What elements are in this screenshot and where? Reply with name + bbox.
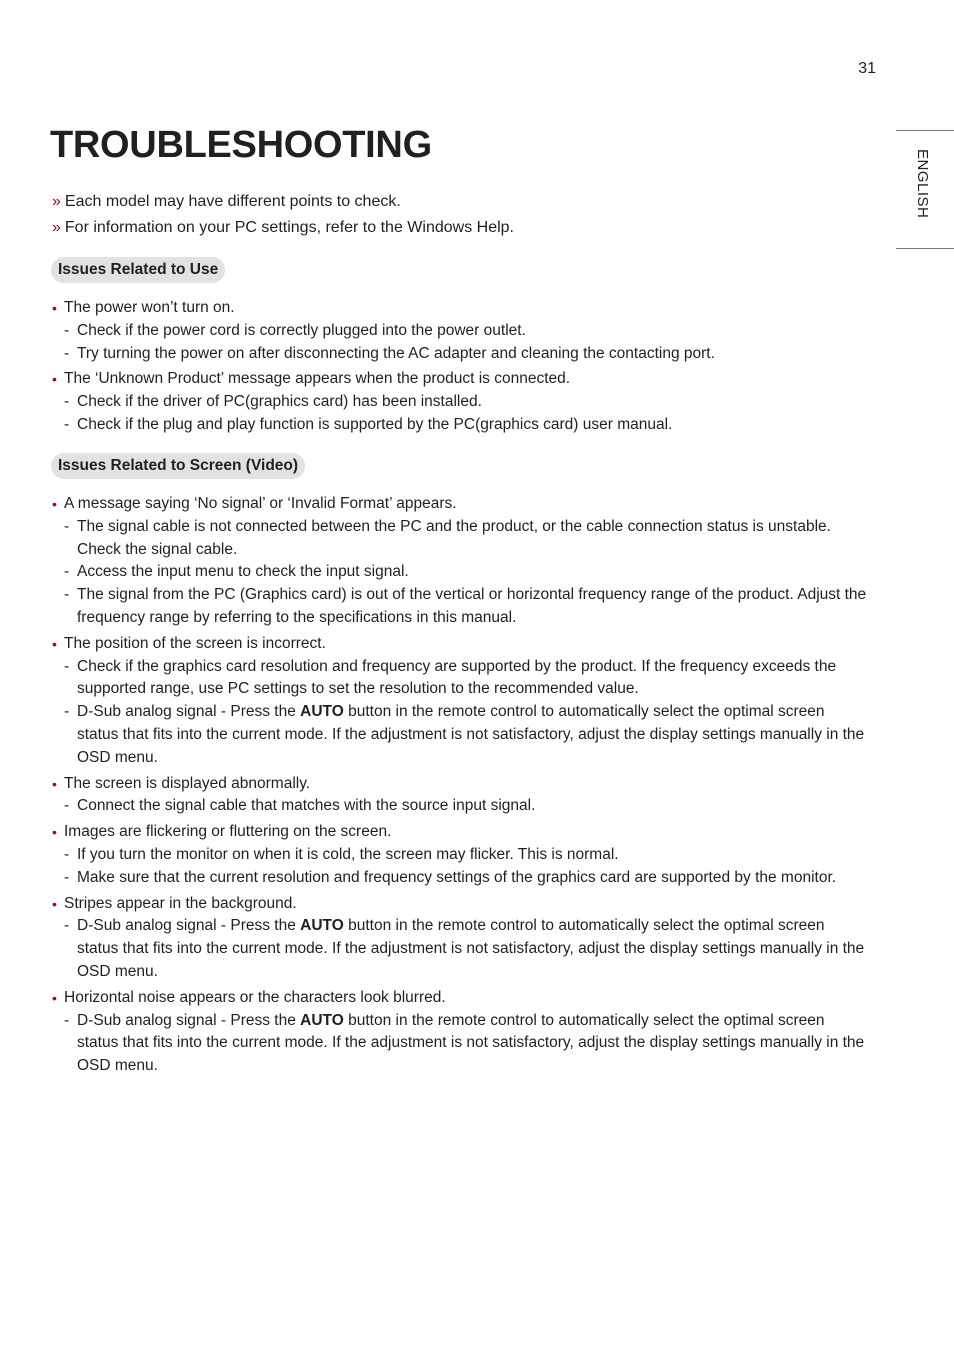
dash-icon: -: [64, 517, 70, 535]
note-marker-icon: »: [52, 219, 61, 236]
detail-text: Access the input menu to check the input signal.: [77, 563, 409, 581]
detail-text: Check if the plug and play function is supported by the PC(graphics card) user manual.: [77, 415, 673, 433]
issue-text: The screen is displayed abnormally.: [64, 774, 311, 792]
issue-item: [50, 821, 870, 889]
issue-detail: [64, 844, 870, 867]
detail-text-after: button in the remote control to automatically select the optimal screen status that fits into the current mode. If the adjustment is not satisfactory, adjust the display settings manually in the OSD menu.: [77, 917, 865, 980]
detail-text-before: D-Sub analog signal - Press the: [77, 1011, 301, 1029]
detail-text: If you turn the monitor on when it is cold, the screen may flicker. This is normal.: [77, 845, 619, 863]
issue-text: A message saying ‘No signal’ or ‘Invalid Format’ appears.: [64, 495, 457, 512]
detail-text: [77, 915, 870, 983]
issue-detail: [64, 320, 870, 343]
bullet-icon: •: [52, 775, 57, 792]
dash-icon: -: [64, 586, 70, 604]
page-number: 31: [858, 60, 876, 77]
issue-detail: [64, 584, 870, 630]
dash-icon: -: [64, 917, 70, 935]
bullet-icon: •: [52, 496, 57, 512]
bullet-icon: •: [52, 824, 57, 841]
issue-detail: [64, 701, 870, 769]
detail-text-after: button in the remote control to automatically select the optimal screen status that fits into the current mode. If the adjustment is not satisfactory, adjust the display settings manually in the OSD menu.: [77, 703, 865, 766]
dash-icon: -: [64, 1011, 70, 1029]
issue-item: [50, 773, 870, 819]
detail-text: [77, 701, 870, 769]
detail-text-before: D-Sub analog signal - Press the: [77, 703, 301, 721]
note-item: [52, 189, 514, 215]
dash-icon: -: [64, 563, 70, 581]
language-tab-label: ENGLISH: [914, 149, 931, 219]
detail-text: Connect the signal cable that matches with the source input signal.: [77, 797, 536, 815]
detail-text: [77, 1010, 870, 1078]
issue-text: The power won’t turn on.: [64, 299, 235, 316]
language-tab: [896, 130, 954, 249]
detail-text: Make sure that the current resolution and frequency settings of the graphics card are supported by the monitor.: [77, 868, 837, 886]
issue-detail: [64, 1010, 870, 1078]
bullet-icon: •: [52, 989, 57, 1006]
detail-text: Check if the power cord is correctly plugged into the power outlet.: [77, 321, 526, 339]
issue-list-screen: [50, 493, 870, 1081]
section-heading-screen: Issues Related to Screen (Video): [51, 453, 305, 479]
issue-item: [50, 493, 870, 630]
auto-button-keyword: AUTO: [300, 703, 344, 721]
detail-text-after: button in the remote control to automatically select the optimal screen status that fits into the current mode. If the adjustment is not satisfactory, adjust the display settings manually in the OSD menu.: [77, 1011, 865, 1075]
dash-icon: -: [64, 657, 70, 675]
issue-text: Images are flickering or fluttering on the screen.: [64, 823, 392, 841]
issue-detail: [64, 561, 870, 584]
issue-detail: [64, 867, 870, 890]
section-heading-use: Issues Related to Use: [51, 257, 225, 283]
auto-button-keyword: AUTO: [300, 917, 344, 935]
issue-detail: [64, 656, 870, 702]
detail-text: Check if the driver of PC(graphics card) has been installed.: [77, 393, 482, 411]
issue-item: [50, 633, 870, 770]
bullet-icon: •: [52, 895, 57, 912]
issue-text: Horizontal noise appears or the characters look blurred.: [64, 988, 446, 1006]
dash-icon: -: [64, 797, 70, 815]
dash-icon: -: [64, 321, 70, 339]
issue-list-use: [50, 297, 870, 440]
issue-detail: [64, 795, 870, 818]
auto-button-keyword: AUTO: [300, 1011, 344, 1029]
issue-detail: [64, 516, 870, 562]
dash-icon: -: [64, 845, 70, 863]
note-text: For information on your PC settings, refer to the Windows Help.: [64, 219, 514, 236]
dash-icon: -: [64, 415, 70, 433]
issue-item: [50, 987, 870, 1078]
page-title: TROUBLESHOOTING: [50, 124, 432, 166]
bullet-icon: •: [52, 371, 57, 388]
issue-detail: [64, 391, 870, 414]
issue-item: [50, 297, 870, 365]
note-item: [52, 215, 514, 241]
bullet-icon: •: [52, 635, 57, 652]
detail-text: Check if the graphics card resolution and frequency are supported by the product. If the frequency exceeds the supported range, use PC settings to set the resolution to the recommended value.: [77, 657, 837, 698]
issue-text: The ‘Unknown Product’ message appears when the product is connected.: [64, 370, 571, 388]
note-text: Each model may have different points to check.: [64, 193, 401, 210]
issue-detail: [64, 343, 870, 366]
note-marker-icon: »: [52, 193, 61, 210]
dash-icon: -: [64, 393, 70, 411]
dash-icon: -: [64, 703, 70, 721]
intro-notes: [52, 189, 514, 241]
detail-text: The signal from the PC (Graphics card) is out of the vertical or horizontal frequency range of the product. Adjust the frequency range by referring to the specifications in this manual.: [77, 586, 867, 626]
dash-icon: -: [64, 868, 70, 886]
dash-icon: -: [64, 344, 70, 362]
issue-text: The position of the screen is incorrect.: [64, 634, 326, 652]
detail-text-before: D-Sub analog signal - Press the: [77, 917, 301, 935]
bullet-icon: •: [52, 300, 57, 316]
issue-detail: [64, 414, 870, 437]
detail-text: Try turning the power on after disconnecting the AC adapter and cleaning the contacting port.: [77, 344, 715, 362]
issue-text: Stripes appear in the background.: [64, 894, 297, 912]
issue-item: [50, 368, 870, 436]
issue-detail: [64, 915, 870, 983]
issue-item: [50, 893, 870, 984]
detail-text: The signal cable is not connected between the PC and the product, or the cable connection status is unstable. Check the signal cable.: [77, 517, 831, 558]
